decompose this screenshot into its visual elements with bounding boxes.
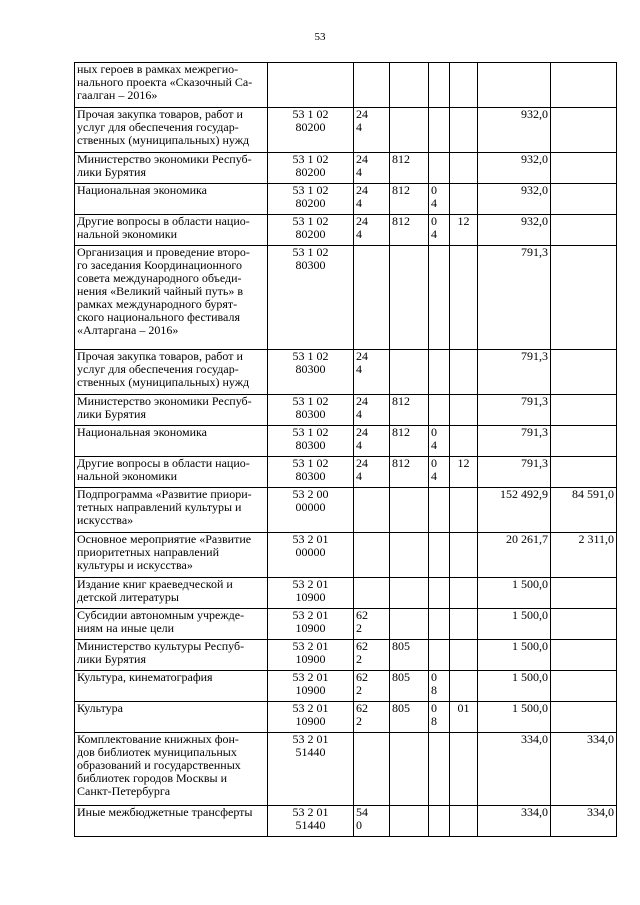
subsection-cell: [450, 457, 478, 488]
subsection-cell: [450, 578, 478, 609]
expense-type-text: 24 4: [356, 214, 368, 241]
amount-federal-cell: [551, 184, 617, 215]
amount-federal-cell: [551, 609, 617, 640]
amount-federal-cell: [551, 426, 617, 457]
target-article-text: 53 1 02 80300: [292, 394, 329, 421]
section-cell: [429, 246, 450, 350]
expense-type-cell: [354, 350, 390, 395]
expense-type-text: 62 2: [356, 639, 368, 666]
administrator-text: 805: [392, 701, 410, 715]
row-name-cell: [75, 609, 268, 640]
amount-total-cell: [478, 184, 551, 215]
amount-total-text: 791,3: [521, 245, 548, 259]
expense-type-text: 24 4: [356, 349, 368, 376]
section-cell: [429, 395, 450, 426]
table-row: [75, 578, 617, 609]
table-row: [75, 108, 617, 153]
amount-federal-cell: [551, 733, 617, 806]
row-name-cell: [75, 578, 268, 609]
subsection-text: 12: [457, 214, 470, 228]
target-article-cell: [268, 671, 354, 702]
expense-type-cell: [354, 153, 390, 184]
row-name-cell: [75, 108, 268, 153]
section-cell: [429, 806, 450, 837]
amount-total-text: 1 500,0: [512, 701, 548, 715]
amount-federal-cell: [551, 350, 617, 395]
section-text: 0 4: [431, 425, 437, 452]
administrator-cell: [390, 153, 429, 184]
expense-type-cell: [354, 702, 390, 733]
target-article-cell: [268, 426, 354, 457]
row-name-cell: [75, 215, 268, 246]
row-name-cell: [75, 733, 268, 806]
target-article-text: 53 2 01 10900: [292, 608, 329, 635]
administrator-cell: [390, 215, 429, 246]
target-article-text: 53 1 02 80300: [292, 245, 329, 272]
amount-total-text: 791,3: [521, 394, 548, 408]
subsection-cell: [450, 395, 478, 426]
subsection-cell: [450, 640, 478, 671]
row-name-cell: [75, 246, 268, 350]
row-name-text: Другие вопросы в области нацио- нальной экономики: [77, 456, 250, 483]
row-name-text: Издание книг краеведческой и детской литературы: [77, 577, 233, 604]
expense-type-cell: [354, 426, 390, 457]
row-name-text: Субсидии автономным учрежде- ниям на иные цели: [77, 608, 245, 635]
target-article-cell: [268, 533, 354, 578]
administrator-text: 812: [392, 214, 410, 228]
target-article-text: 53 2 01 10900: [292, 639, 329, 666]
target-article-cell: [268, 640, 354, 671]
row-name-cell: [75, 63, 268, 108]
target-article-cell: [268, 457, 354, 488]
target-article-cell: [268, 215, 354, 246]
target-article-text: 53 2 01 10900: [292, 670, 329, 697]
target-article-text: 53 1 02 80300: [292, 425, 329, 452]
target-article-text: 53 2 00 00000: [292, 487, 329, 514]
administrator-text: 812: [392, 183, 410, 197]
expense-type-text: 62 2: [356, 608, 368, 635]
expense-type-text: 24 4: [356, 183, 368, 210]
amount-total-cell: [478, 426, 551, 457]
target-article-cell: [268, 609, 354, 640]
section-cell: [429, 733, 450, 806]
expense-type-cell: [354, 733, 390, 806]
expense-type-text: 62 2: [356, 670, 368, 697]
amount-total-cell: [478, 733, 551, 806]
subsection-cell: [450, 733, 478, 806]
amount-federal-cell: [551, 63, 617, 108]
row-name-text: ных героев в рамках межрегио- нального проекта «Сказочный Са- гаалган – 2016»: [77, 62, 253, 102]
row-name-text: Культура: [77, 701, 123, 715]
amount-total-text: 1 500,0: [512, 608, 548, 622]
section-cell: [429, 671, 450, 702]
amount-total-text: 932,0: [521, 107, 548, 121]
administrator-cell: [390, 426, 429, 457]
administrator-cell: [390, 395, 429, 426]
table-row: [75, 488, 617, 533]
target-article-cell: [268, 63, 354, 108]
row-name-cell: [75, 806, 268, 837]
amount-total-cell: [478, 63, 551, 108]
expense-type-cell: [354, 395, 390, 426]
amount-total-text: 932,0: [521, 183, 548, 197]
amount-total-cell: [478, 395, 551, 426]
table-row: [75, 426, 617, 457]
target-article-cell: [268, 350, 354, 395]
row-name-text: Министерство экономики Респуб- лики Бурятия: [77, 394, 252, 421]
amount-total-cell: [478, 640, 551, 671]
row-name-text: Иные межбюджетные трансферты: [77, 805, 253, 819]
amount-total-cell: [478, 153, 551, 184]
table-row: [75, 609, 617, 640]
row-name-text: Организация и проведение второ- го заседания Координационного совета международного объеди- нения «Великий чайный путь» в рамках международного бурят- ского национального фестиваля «Алтаргана – 2016»: [77, 245, 250, 337]
target-article-text: 53 2 01 00000: [292, 532, 329, 559]
section-cell: [429, 215, 450, 246]
subsection-cell: [450, 702, 478, 733]
row-name-text: Культура, кинематография: [77, 670, 213, 684]
row-name-text: Основное мероприятие «Развитие приоритетных направлений культуры и искусства»: [77, 532, 252, 572]
row-name-cell: [75, 702, 268, 733]
amount-federal-text: 334,0: [587, 805, 614, 819]
subsection-cell: [450, 108, 478, 153]
administrator-text: 812: [392, 456, 410, 470]
target-article-cell: [268, 733, 354, 806]
subsection-cell: [450, 533, 478, 578]
row-name-cell: [75, 350, 268, 395]
section-cell: [429, 609, 450, 640]
expense-type-cell: [354, 184, 390, 215]
target-article-cell: [268, 153, 354, 184]
amount-federal-cell: [551, 215, 617, 246]
amount-total-text: 334,0: [521, 732, 548, 746]
row-name-text: Министерство экономики Респуб- лики Бурятия: [77, 152, 252, 179]
subsection-cell: [450, 63, 478, 108]
table-row: [75, 457, 617, 488]
section-cell: [429, 488, 450, 533]
row-name-text: Национальная экономика: [77, 183, 207, 197]
section-cell: [429, 153, 450, 184]
section-text: 0 4: [431, 456, 437, 483]
table-row: [75, 671, 617, 702]
target-article-cell: [268, 488, 354, 533]
table-row: [75, 63, 617, 108]
administrator-text: 812: [392, 152, 410, 166]
row-name-cell: [75, 184, 268, 215]
section-text: 0 4: [431, 183, 437, 210]
subsection-cell: [450, 350, 478, 395]
row-name-cell: [75, 426, 268, 457]
row-name-cell: [75, 153, 268, 184]
amount-total-text: 1 500,0: [512, 670, 548, 684]
table-row: [75, 215, 617, 246]
expense-type-text: 24 4: [356, 394, 368, 421]
amount-total-cell: [478, 578, 551, 609]
row-name-text: Министерство культуры Респуб- лики Бурятия: [77, 639, 245, 666]
table-row: [75, 640, 617, 671]
table-row: [75, 350, 617, 395]
amount-federal-cell: [551, 578, 617, 609]
row-name-text: Подпрограмма «Развитие приори- тетных направлений культуры и искусства»: [77, 487, 252, 527]
expense-type-text: 24 4: [356, 425, 368, 452]
amount-federal-text: 84 591,0: [572, 487, 614, 501]
target-article-text: 53 1 02 80300: [292, 349, 329, 376]
section-cell: [429, 640, 450, 671]
section-text: 0 8: [431, 670, 437, 697]
amount-total-cell: [478, 457, 551, 488]
administrator-cell: [390, 63, 429, 108]
expense-type-cell: [354, 488, 390, 533]
amount-federal-cell: [551, 671, 617, 702]
expense-type-cell: [354, 108, 390, 153]
amount-total-cell: [478, 488, 551, 533]
expense-type-cell: [354, 533, 390, 578]
row-name-cell: [75, 533, 268, 578]
row-name-cell: [75, 488, 268, 533]
table-row: [75, 395, 617, 426]
expense-type-cell: [354, 578, 390, 609]
administrator-cell: [390, 457, 429, 488]
amount-total-text: 791,3: [521, 456, 548, 470]
target-article-cell: [268, 184, 354, 215]
administrator-cell: [390, 733, 429, 806]
amount-total-cell: [478, 609, 551, 640]
administrator-cell: [390, 246, 429, 350]
target-article-text: 53 2 01 10900: [292, 577, 329, 604]
amount-federal-cell: [551, 640, 617, 671]
target-article-cell: [268, 702, 354, 733]
expense-type-cell: [354, 640, 390, 671]
administrator-text: 805: [392, 639, 410, 653]
administrator-cell: [390, 640, 429, 671]
amount-total-text: 334,0: [521, 805, 548, 819]
section-text: 0 8: [431, 701, 437, 728]
expense-type-text: 24 4: [356, 152, 368, 179]
amount-federal-cell: [551, 153, 617, 184]
amount-total-cell: [478, 215, 551, 246]
budget-table: [74, 62, 617, 837]
section-cell: [429, 457, 450, 488]
amount-total-cell: [478, 806, 551, 837]
amount-federal-cell: [551, 108, 617, 153]
expense-type-text: 24 4: [356, 107, 368, 134]
table-row: [75, 153, 617, 184]
subsection-cell: [450, 246, 478, 350]
section-cell: [429, 578, 450, 609]
expense-type-cell: [354, 215, 390, 246]
target-article-text: 53 2 01 51440: [292, 805, 329, 832]
section-cell: [429, 184, 450, 215]
amount-total-text: 152 492,9: [500, 487, 548, 501]
target-article-text: 53 2 01 10900: [292, 701, 329, 728]
subsection-cell: [450, 488, 478, 533]
table-row: [75, 246, 617, 350]
amount-total-text: 791,3: [521, 349, 548, 363]
section-cell: [429, 702, 450, 733]
administrator-text: 805: [392, 670, 410, 684]
administrator-cell: [390, 184, 429, 215]
section-cell: [429, 108, 450, 153]
administrator-cell: [390, 702, 429, 733]
amount-total-cell: [478, 702, 551, 733]
row-name-text: Прочая закупка товаров, работ и услуг для обеспечения государ- ственных (муниципальных) нужд: [77, 349, 250, 389]
target-article-text: 53 1 02 80300: [292, 456, 329, 483]
amount-federal-cell: [551, 246, 617, 350]
administrator-cell: [390, 533, 429, 578]
amount-federal-cell: [551, 395, 617, 426]
expense-type-cell: [354, 63, 390, 108]
amount-total-cell: [478, 533, 551, 578]
subsection-cell: [450, 609, 478, 640]
row-name-text: Другие вопросы в области нацио- нальной экономики: [77, 214, 250, 241]
target-article-text: 53 1 02 80200: [292, 152, 329, 179]
amount-total-cell: [478, 108, 551, 153]
amount-total-cell: [478, 671, 551, 702]
subsection-cell: [450, 184, 478, 215]
table-row: [75, 702, 617, 733]
amount-federal-cell: [551, 457, 617, 488]
administrator-text: 812: [392, 425, 410, 439]
row-name-cell: [75, 457, 268, 488]
amount-total-cell: [478, 246, 551, 350]
administrator-cell: [390, 350, 429, 395]
amount-total-text: 20 261,7: [506, 532, 548, 546]
row-name-text: Прочая закупка товаров, работ и услуг для обеспечения государ- ственных (муниципальных) нужд: [77, 107, 250, 147]
subsection-text: 01: [457, 701, 470, 715]
subsection-cell: [450, 671, 478, 702]
administrator-cell: [390, 578, 429, 609]
amount-federal-text: 334,0: [587, 732, 614, 746]
expense-type-text: 54 0: [356, 805, 368, 832]
subsection-cell: [450, 215, 478, 246]
administrator-cell: [390, 488, 429, 533]
amount-total-text: 1 500,0: [512, 577, 548, 591]
section-cell: [429, 533, 450, 578]
section-text: 0 4: [431, 214, 437, 241]
expense-type-text: 24 4: [356, 456, 368, 483]
target-article-text: 53 2 01 51440: [292, 732, 329, 759]
expense-type-text: 62 2: [356, 701, 368, 728]
target-article-cell: [268, 395, 354, 426]
amount-total-text: 1 500,0: [512, 639, 548, 653]
amount-federal-cell: [551, 702, 617, 733]
subsection-cell: [450, 426, 478, 457]
target-article-text: 53 1 02 80200: [292, 214, 329, 241]
section-cell: [429, 426, 450, 457]
target-article-text: 53 1 02 80200: [292, 107, 329, 134]
subsection-cell: [450, 153, 478, 184]
target-article-cell: [268, 578, 354, 609]
page-number: 53: [314, 31, 326, 43]
amount-federal-cell: [551, 533, 617, 578]
row-name-cell: [75, 640, 268, 671]
table-row: [75, 733, 617, 806]
amount-total-text: 932,0: [521, 152, 548, 166]
target-article-cell: [268, 246, 354, 350]
expense-type-cell: [354, 806, 390, 837]
row-name-text: Комплектование книжных фон- дов библиотек муниципальных образований и государственных библиотек городов Москвы и Санкт-Петербурга: [77, 732, 241, 798]
target-article-cell: [268, 806, 354, 837]
expense-type-cell: [354, 609, 390, 640]
amount-total-cell: [478, 350, 551, 395]
amount-total-text: 791,3: [521, 425, 548, 439]
row-name-cell: [75, 395, 268, 426]
table-row: [75, 533, 617, 578]
budget-table-body: [75, 63, 617, 837]
administrator-cell: [390, 806, 429, 837]
amount-total-text: 932,0: [521, 214, 548, 228]
expense-type-cell: [354, 457, 390, 488]
expense-type-cell: [354, 671, 390, 702]
amount-federal-cell: [551, 806, 617, 837]
administrator-text: 812: [392, 394, 410, 408]
expense-type-cell: [354, 246, 390, 350]
subsection-cell: [450, 806, 478, 837]
section-cell: [429, 63, 450, 108]
section-cell: [429, 350, 450, 395]
table-row: [75, 806, 617, 837]
row-name-cell: [75, 671, 268, 702]
amount-federal-text: 2 311,0: [578, 532, 614, 546]
administrator-cell: [390, 609, 429, 640]
subsection-text: 12: [457, 456, 470, 470]
administrator-cell: [390, 671, 429, 702]
table-row: [75, 184, 617, 215]
amount-federal-cell: [551, 488, 617, 533]
row-name-text: Национальная экономика: [77, 425, 207, 439]
administrator-cell: [390, 108, 429, 153]
target-article-text: 53 1 02 80200: [292, 183, 329, 210]
target-article-cell: [268, 108, 354, 153]
